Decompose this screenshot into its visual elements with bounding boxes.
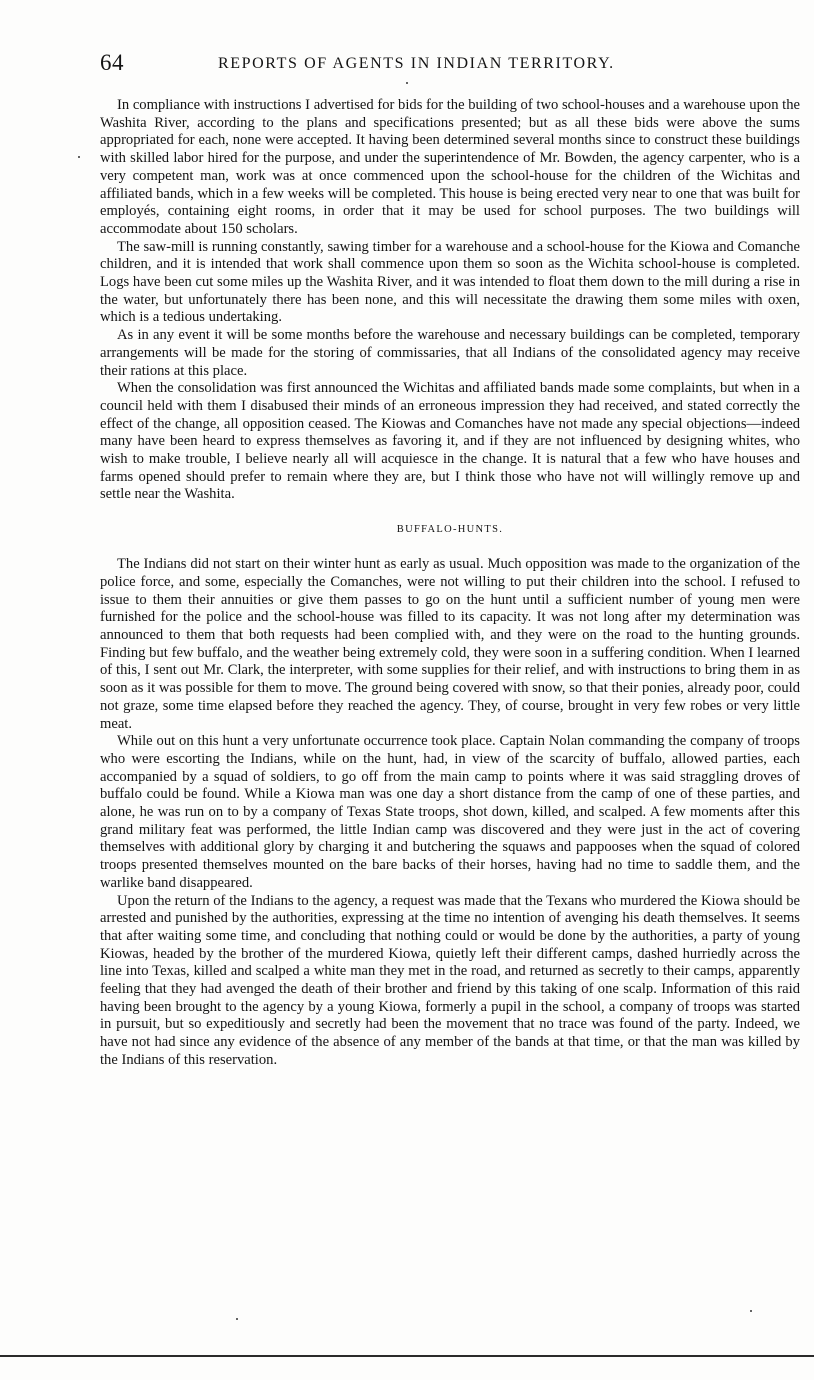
page-number: 64 [100,50,124,75]
running-title: REPORTS OF AGENTS IN INDIAN TERRITORY. [218,55,615,72]
paragraph-winter-hunt: The Indians did not start on their winter hunt as early as usual. Much opposition was made to the organization of the police force, and some, especially the Comanches, were not willing to put their children into the school. I refused to issue to them their annuities or give them passes to go on the hunt until a sufficient number of young men were furnished for the police and the school-house was filled to its capacity. It was not long after my determination was announced to them that both requests had been complied with, and they were on the road to the hunting grounds. Finding but few buffalo, and the weather being extremely cold, they were soon in a suffering condition. When I learned of this, I sent out Mr. Clark, the interpreter, with some supplies for their relief, and with instructions to bring them in as soon as it was possible for them to move. The ground being covered with snow, so that their ponies, already poor, could not graze, some time elapsed before they reached the agency. They, of course, brought in very few robes or very little meat. [100,556,800,732]
paragraph-warehouse: As in any event it will be some months before the warehouse and necessary buildings can be completed, temporary arrangements will be made for the storing of commissaries, that all Indians of the consolidated agency may receive their rations at this place. [100,327,800,379]
paragraph-unfortunate-occurrence: While out on this hunt a very unfortunate occurrence took place. Captain Nolan commanding the company of troops who were escorting the Indians, while on the hunt, had, in view of the scarcity of buffalo, allowed parties, each accompanied by a squad of soldiers, to go off from the main camp to points where it was said straggling droves of buffalo could be found. While a Kiowa man was one day a short distance from the camp of one of these parties, and alone, he was run on to by a company of Texas State troops, shot down, killed, and scalped. A few moments after this grand military feat was performed, the little Indian camp was discovered and they were just in the act of covering themselves with additional glory by charging it and butchering the squaws and pappooses when the squad of colored troops presented themselves mounted on the bare backs of their horses, having had no time to saddle them, and the warlike band disappeared. [100,733,800,891]
paragraph-return-to-agency: Upon the return of the Indians to the agency, a request was made that the Texans who murdered the Kiowa should be arrested and punished by the authorities, expressing at the time no intention of avenging his death themselves. It seems that after waiting some time, and concluding that nothing could or would be done by the authorities, a party of young Kiowas, headed by the brother of the murdered Kiowa, quietly left their different camps, dashed hurriedly across the line into Texas, killed and scalped a white man they met in the road, and returned as secretly to their camps, apparently feeling that they had avenged the death of their brother and friend by this taking of one scalp. Information of this raid having been brought to the agency by a young Kiowa, formerly a pupil in the school, a company of troops was started in pursuit, but so expeditiously and secretly had been the movement that no trace was found of the party. Indeed, we have not had since any evidence of the absence of any member of the bands at that time, or that the man was killed by the Indians of this reservation. [100,892,800,1068]
print-speck [236,1318,238,1320]
report-body [100,97,800,1070]
print-speck [750,1310,752,1312]
page-header [100,50,690,76]
paragraph-consolidation: When the consolidation was first announced the Wichitas and affiliated bands made some complaints, but when in a council held with them I disabused their minds of an erroneous impression they had received, and stated correctly the effect of the change, all opposition ceased. The Kiowas and Comanches have not made any special objections—indeed many have been heard to express themselves as favoring it, and if they are not influenced by designing whites, who wish to make trouble, I believe nearly all will acquiesce in the change. It is natural that a few who have houses and farms opened should prefer to remain where they are, but I think those who have not will willingly remove up and settle near the Washita. [100,380,800,503]
paragraph-schoolhouses: In compliance with instructions I advertised for bids for the building of two school-houses and a warehouse upon the Washita River, according to the plans and specifications presented; but as all these bids were above the sums appropriated for each, none were accepted. It having been determined several months since to construct these buildings with skilled labor hired for the purpose, and under the superintendence of Mr. Bowden, the agency carpenter, who is a very competent man, work was at once commenced upon the school-house for the children of the Wichitas and affiliated bands, which in a few weeks will be completed. This house is being erected very near to one that was built for employés, containing eight rooms, in order that it may be used for school purposes. The two buildings will accommodate about 150 scholars. [100,97,800,237]
print-speck [406,82,408,84]
paragraph-saw-mill: The saw-mill is running constantly, sawing timber for a warehouse and a school-house for the Kiowa and Comanche children, and it is intended that work shall commence upon them so soon as the Wichita school-house is completed. Logs have been cut some miles up the Washita River, and it was intended to float them down to the mill during a rise in the water, but unfortunately there has been none, and this will necessitate the drawing them some miles with oxen, which is a tedious undertaking. [100,238,800,326]
scan-bottom-edge [0,1355,814,1357]
section-heading-buffalo-hunts: BUFFALO-HUNTS. [396,524,504,536]
print-speck [78,156,80,158]
